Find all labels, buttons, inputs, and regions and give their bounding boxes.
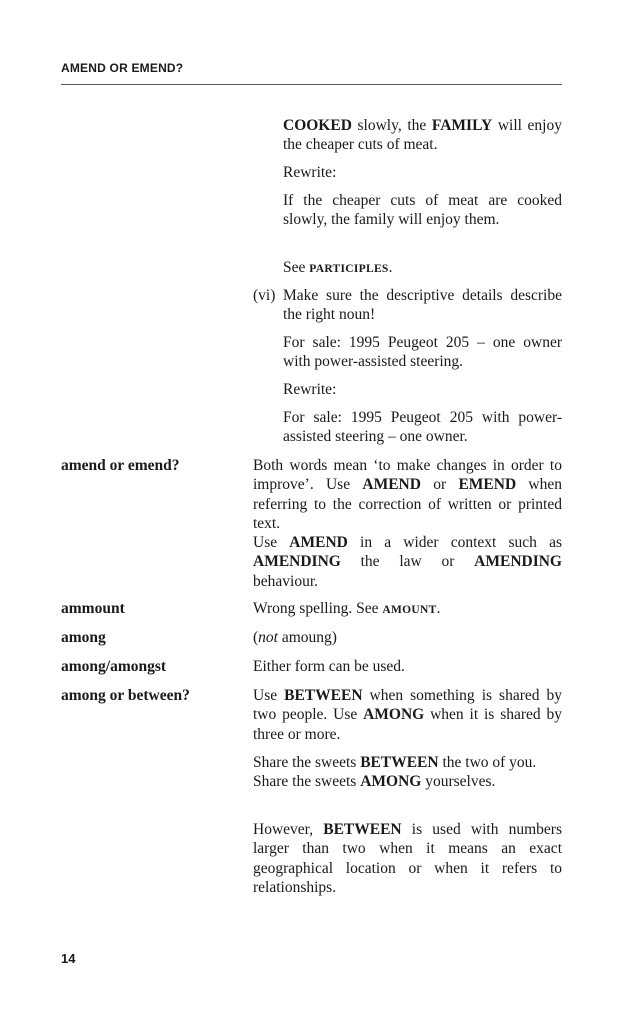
example-between: Share the sweets BETWEEN the two of you. Share the sweets AMONG yourselves. [253, 754, 537, 791]
headword-among-or-between: among or between? [61, 687, 190, 704]
headword-among: among [61, 629, 106, 646]
running-head: AMEND OR EMEND? [61, 61, 184, 75]
page-number: 14 [61, 951, 76, 966]
definition-among-or-between: Use BETWEEN when something is shared by two people. Use AMONG when it is shared by three or more. [253, 687, 562, 743]
example-cooked: COOKED slowly, the FAMILY will enjoy the cheaper cuts of meat. [283, 117, 562, 154]
definition-among: (not amoung) [253, 629, 337, 646]
rewrite-label: Rewrite: [283, 381, 337, 398]
header-rule [61, 84, 562, 85]
see-reference: See PARTICIPLES. [283, 259, 393, 276]
headword-amend-or-emend: amend or emend? [61, 457, 180, 474]
example-for-sale: For sale: 1995 Peugeot 205 – one owner with power-assisted steering. [283, 334, 562, 371]
item-number: (vi) [253, 287, 276, 304]
item-text: Make sure the descriptive details describe the right noun! [283, 287, 562, 324]
definition-amend-or-emend: Both words mean ‘to make changes in order to improve’. Use AMEND or EMEND when referring to the correction of written or printed text. Use AMEND in a wider context such as AMENDING the law or AMENDING behaviour. [253, 457, 563, 590]
definition-ammount: Wrong spelling. See AMOUNT. [253, 600, 441, 617]
rewrite-text: If the cheaper cuts of meat are cooked slowly, the family will enjoy them. [283, 192, 562, 229]
note-between: However, BETWEEN is used with numbers larger than two when it means an exact geographical location or when it refers to relationships. [253, 821, 562, 896]
headword-ammount: ammount [61, 600, 125, 617]
rewrite-text: For sale: 1995 Peugeot 205 with power-assisted steering – one owner. [283, 409, 562, 446]
definition-among-amongst: Either form can be used. [253, 658, 405, 675]
headword-among-amongst: among/amongst [61, 658, 167, 675]
rewrite-label: Rewrite: [283, 164, 337, 181]
